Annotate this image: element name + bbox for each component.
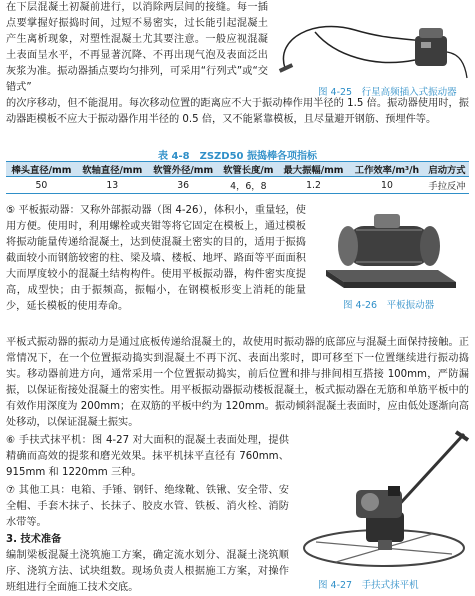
vibrator-insert-figure xyxy=(275,8,470,86)
paragraph-top: 在下层混凝土初凝前进行，以消除两层间的接缝。每一插点要掌握好振捣时间，过短不易密实，过长能引起混凝土产生离析现象，对塑性混凝土尤其要注意。一般应视混凝土表面呈水平，不再显著沉降、不再出现气泡及表面泛出灰浆为准。振动器插点要均匀排列，可采用“行列式”或“交错式” xyxy=(6,2,268,93)
paragraph-trowel: ⑥ 手扶式抹平机：图 4-27 对大面积的混凝土表面处理，提供精确而高效的提浆和磨光效果。抹平机抹平直径有 760mm、915mm 和 1220mm 三种。 xyxy=(6,435,289,478)
table-row xyxy=(6,177,469,194)
paragraph-other-tools: ⑦ 其他工具：电箱、手锤、钢钎、绝缘靴、铁锹、安全带、安全帽、手套木抹子、长抹子、胶皮水管、铁板、消火栓、消防水带等。 xyxy=(6,485,289,528)
table-cell: 10 xyxy=(349,177,425,194)
table-cell: 50 xyxy=(6,177,77,194)
col-efficiency: 工作效率/m³/h xyxy=(349,162,425,177)
table-cell: 13 xyxy=(77,177,148,194)
paragraph-plate-vibrator-usage: 平板式振动器的振动力是通过底板传递给混凝土的，故使用时振动器的底部应与混凝土面保持接触。正常情况下，在一个位置振动捣实到混凝土不再下沉、表面出浆时，即可移至下一位置继续进行振动捣实。移动器前进方向，通常采用一个位置振动捣实，前后位置和排与排间相互搭接 100mm，严防漏振，以保证衔接处混凝土的密实性。用平板振动器振动楼板混凝土，板式振动器在无筋和单筋平板中的有效作用深度为 200mm；在双筋的平板中约为 120mm。振动倾斜混凝土表面时，应由低处逐渐向高处移动，以保证混凝土振实。 xyxy=(6,337,469,428)
table-cell: 1.2 xyxy=(278,177,349,194)
section-heading-technical-prep: 3. 技术准备 xyxy=(6,534,62,545)
table-title: 表 4-8 ZSZD50 振捣棒各项指标 xyxy=(158,151,317,162)
col-max-amplitude: 最大振幅/mm xyxy=(278,162,349,177)
paragraph-top-continued: 的次序移动，但不能混用。每次移动位置的距离应不大于振动棒作用半径的 1.5 倍。振动器使用时，振动器距模板不应大于振动器作用半径的 0.5 倍，又不能紧靠模板，且尽量避开钢筋、预埋件等。 xyxy=(6,98,469,125)
figure-4-27-caption: 图 4-27 手扶式抹平机 xyxy=(318,580,419,591)
figure-4-26-caption: 图 4-26 平板振动器 xyxy=(343,300,435,311)
table-cell: 4，6，8 xyxy=(219,177,278,194)
col-hose-length: 软管长度/m xyxy=(219,162,278,177)
figure-4-25-caption: 图 4-25 行星高频插入式振动器 xyxy=(318,87,457,98)
table-cell: 手拉反冲 xyxy=(425,177,469,194)
table-cell: 36 xyxy=(148,177,219,194)
paragraph-plate-vibrator: ⑤ 平板振动器：又称外部振动器（图 4-26），体积小，重量轻，使用方便。使用时，利用螺栓或夹钳等将它固定在模板上，通过模板将振动能量传递给混凝土，达到使混凝土密实的目的，适用于振捣截面较小而钢筋较密的柱、梁及墙、楼板、地坪、路面等平面面积大而厚度较小的混凝土结构构件。使用平板振动器，构件密实度提高，成型快；由于振频高，振幅小，在钢模板形变上消耗的能量少，延长模板的使用寿命。 xyxy=(6,205,306,312)
plate-vibrator-figure xyxy=(318,200,463,295)
col-hose-diameter: 软管外径/mm xyxy=(148,162,219,177)
vibrator-spec-table xyxy=(6,161,469,194)
col-head-diameter: 棒头直径/mm xyxy=(6,162,77,177)
col-start-mode: 启动方式 xyxy=(425,162,469,177)
power-trowel-figure xyxy=(296,430,472,572)
table-header-row xyxy=(6,162,469,177)
col-shaft-diameter: 软轴直径/mm xyxy=(77,162,148,177)
paragraph-technical-prep: 编制梁板混凝土浇筑施工方案，确定流水划分、混凝土浇筑顺序、浇筑方法、试块组数。现场负责人根据施工方案，对操作班组进行全面施工技术交底。 xyxy=(6,550,289,593)
